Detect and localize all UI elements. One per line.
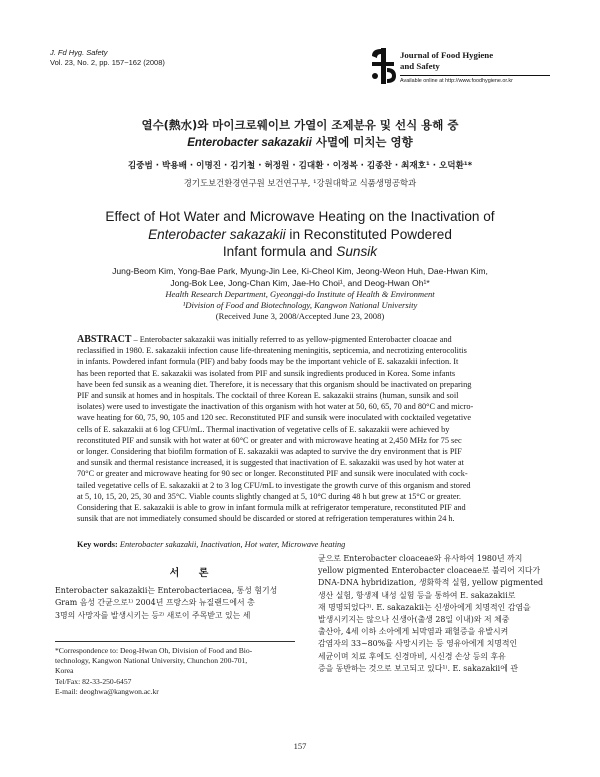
english-title-line3-rest: Infant formula and	[222, 244, 337, 259]
paragraph-line: 증을 동반하는 것으로 보고되고 있다¹⁾. E. sakazakii에 관	[318, 663, 518, 673]
paragraph-line: 재 명명되었다³⁾. E. sakazakii는 신생아에게 치명적인 감염을	[318, 602, 531, 612]
english-affiliation	[0, 289, 600, 311]
english-title-line3	[0, 243, 600, 261]
paragraph-line: 3명의 사망자를 발생시키는 등²⁾ 새로이 주목받고 있는 세	[55, 610, 251, 620]
journal-logo-icon	[369, 46, 399, 86]
korean-affiliation: 경기도보건환경연구원 보건연구부, ¹강원대학교 식품생명공학과	[183, 178, 417, 188]
section-heading-introduction: 서 론	[169, 568, 217, 579]
korean-authors: 김중범 · 박용배 · 이명진 · 김기철 · 허정원 · 김대환 · 이정복 · 김종찬 · 최재호¹ · 오덕환¹*	[127, 161, 473, 171]
footnote-line: Tel/Fax: 82-33-250-6457	[55, 676, 132, 686]
footnote-line: *Correspondence to: Deog-Hwan Oh, Division of Food and Bio-	[55, 646, 253, 655]
korean-title-organism: Enterobacter sakazakii	[187, 137, 312, 149]
english-authors	[0, 265, 600, 289]
journal-abbrev: J. Fd Hyg. Safety	[50, 48, 108, 57]
abstract-line: reclassified in 1980. E. sakazakii infection cause life-threatening meningitis, septicemia, and necrotizing enterocolitis	[77, 346, 467, 356]
keywords-text: Enterobacter sakazakii, Inactivation, Hot water, Microwave heating	[117, 540, 346, 549]
keywords-label: Key words:	[77, 540, 118, 549]
journal-name-line2: and Safety	[400, 61, 440, 71]
volume-info: Vol. 23, No. 2, pp. 157~162 (2008)	[50, 58, 165, 67]
journal-header-right	[400, 50, 560, 84]
paragraph-line: 생산 실험, 항생제 내성 실험 등을 통하여 E. sakazakii로	[318, 590, 516, 600]
journal-url[interactable]: Available online at http://www.foodhygiene.or.kr	[400, 78, 513, 84]
intro-right-column	[318, 553, 565, 675]
footnote-line: technology, Kangwon National University, Chunchon 200-701,	[55, 656, 248, 666]
english-title	[0, 208, 600, 261]
journal-name-line1: Journal of Food Hygiene	[400, 50, 494, 60]
english-affil-line2: ¹Division of Food and Biotechnology, Kangwon National University	[182, 300, 418, 310]
received-dates: (Received June 3, 2008/Accepted June 23, 2008)	[215, 311, 385, 321]
abstract-line: has been reported that E. sakazakii was isolated from PIF and sunsik ingredients produced in Korea. Some infants	[77, 368, 456, 378]
correspondence-footnote	[55, 646, 300, 697]
abstract-line: sunsik that are not immediately consumed should be discarded or stored at refrigeration temperatures within 24 h.	[77, 514, 455, 524]
abstract-line: wave heating for 60, 75, 90, 105 and 120 sec. Reconstituted PIF and sunsik were inoculated with cocktailed vegetative	[77, 413, 472, 423]
abstract-line: cells of E. sakazakii at 6 log CFU/mL. Thermal inactivation of vegetative cells of E. sakazakii were achieved by	[77, 424, 450, 434]
paragraph-line: 출산아, 4세 이하 소아에게 뇌막염과 패혈증을 유발시켜	[318, 627, 509, 637]
english-title-organism: Enterobacter sakazakii	[148, 226, 286, 242]
paragraph-line: Enterobacter sakazakii는 Enterobacteriacea, 통성 혐기성	[55, 586, 278, 595]
page-number: 157	[293, 741, 307, 751]
english-affil-line1: Health Research Department, Gyeonggi-do Institute of Health & Environment	[165, 289, 435, 299]
paragraph-line: 발생시키지는 않으나 신생아(출생 28일 이내)와 저 체중	[318, 615, 510, 625]
abstract-line: in infants. Powdered infant formula (PIF) and baby foods may be the important vehicle of E. sakazakii infection. It	[77, 357, 459, 367]
abstract-line: and sunsik and thermal resistance increased, it is suggested that inactivation of E. sakazakii was used by hot water at	[77, 458, 464, 468]
abstract-line: Considering that E. sakazakii is able to grow in infant formula milk at refrigerator temperature, reconstituted PIF and	[77, 503, 466, 513]
abstract-line: have been fed sunsik as a weaning diet. Therefore, it is necessary that this organism should be inactivated on preparing	[77, 379, 472, 389]
paragraph-line: 균으로 Enterobacter cloaceae와 유사하여 1980년 까지	[318, 554, 523, 563]
abstract-label: ABSTRACT	[77, 334, 132, 345]
abstract-line: or longer. Considering that biofilm formation of E. sakazakii was adapted to survive the dry environment that is PIF	[77, 447, 462, 457]
korean-title-line1: 열수(熱水)와 마이크로웨이브 가열이 조제분유 및 선식 용해 중	[141, 118, 459, 132]
footnote-email[interactable]: E-mail: deoghwa@kangwon.ac.kr	[55, 686, 159, 696]
paragraph-line: yellow pigmented Enterobacter cloaceae로 불리어 지다가	[318, 566, 541, 576]
english-title-sunsik: Sunsik	[336, 244, 378, 259]
keywords	[77, 540, 345, 549]
intro-left-column	[55, 585, 295, 622]
footnote-line: Korea	[55, 666, 74, 676]
abstract-line: ABSTRACT – Enterobacter sakazakii was initially referred to as yellow-pigmented Enterobacter cloacae and	[77, 334, 452, 345]
abstract	[77, 334, 565, 524]
abstract-line: 70°C or greater and microwave heating for 90 sec or longer. Reconstituted PIF and sunsik were inoculated with cock-	[77, 469, 468, 479]
korean-title-line2	[0, 134, 600, 151]
korean-title-rest: 사멸에 미치는 영향	[311, 135, 413, 149]
paragraph-line: Gram 음성 간균으로¹⁾ 2004년 프랑스와 뉴질랜드에서 총	[55, 598, 255, 608]
abstract-line: reconstituted PIF and sunsik with hot water at 60°C or greater and with microwave heating at 2,450 MHz for 75 sec	[77, 435, 462, 445]
abstract-line: at 5, 10, 15, 20, 25, 30 and 35°C. Viable counts slightly changed at 5, 10°C during 48 h but grew at 15°C or greater.	[77, 491, 461, 501]
english-authors-line1: Jung-Beom Kim, Yong-Bae Park, Myung-Jin Lee, Ki-Cheol Kim, Jeong-Weon Huh, Dae-Hwan Kim,	[112, 266, 488, 276]
english-title-line1: Effect of Hot Water and Microwave Heating on the Inactivation of	[105, 209, 495, 224]
abstract-line: tailed vegetative cells of E. sakazakii at 2 to 3 log CFU/mL to investigate the growth curve of this organism and stored	[77, 480, 471, 490]
english-authors-line2: Jong-Bok Lee, Jong-Chan Kim, Jae-Ho Choi¹, and Deog-Hwan Oh¹*	[170, 278, 430, 288]
paragraph-line: 세균이며 치료 후에도 신경마비, 시신경 손상 등의 후유	[318, 651, 506, 661]
header-rule	[400, 75, 550, 76]
english-title-line2	[0, 226, 600, 244]
journal-header-left	[50, 48, 165, 68]
abstract-line: isolates) were used to investigate the inactivation of this organism with hot water at 50, 60, 65, 70 and 80°C and micro-	[77, 402, 474, 412]
english-title-line2-rest: in Reconstituted Powdered	[285, 226, 452, 242]
paragraph-line: 감염자의 33~80%를 사망시키는 등 영유아에게 치명적인	[318, 639, 518, 649]
footnote-rule	[55, 641, 295, 642]
abstract-line: PIF and sunsik at homes and in hospitals. The cocktail of three Korean E. sakazakii strains (human, sunsik and soil	[77, 391, 459, 401]
paragraph-line: DNA-DNA hybridization, 생화학적 실험, yellow pigmented	[318, 578, 544, 588]
